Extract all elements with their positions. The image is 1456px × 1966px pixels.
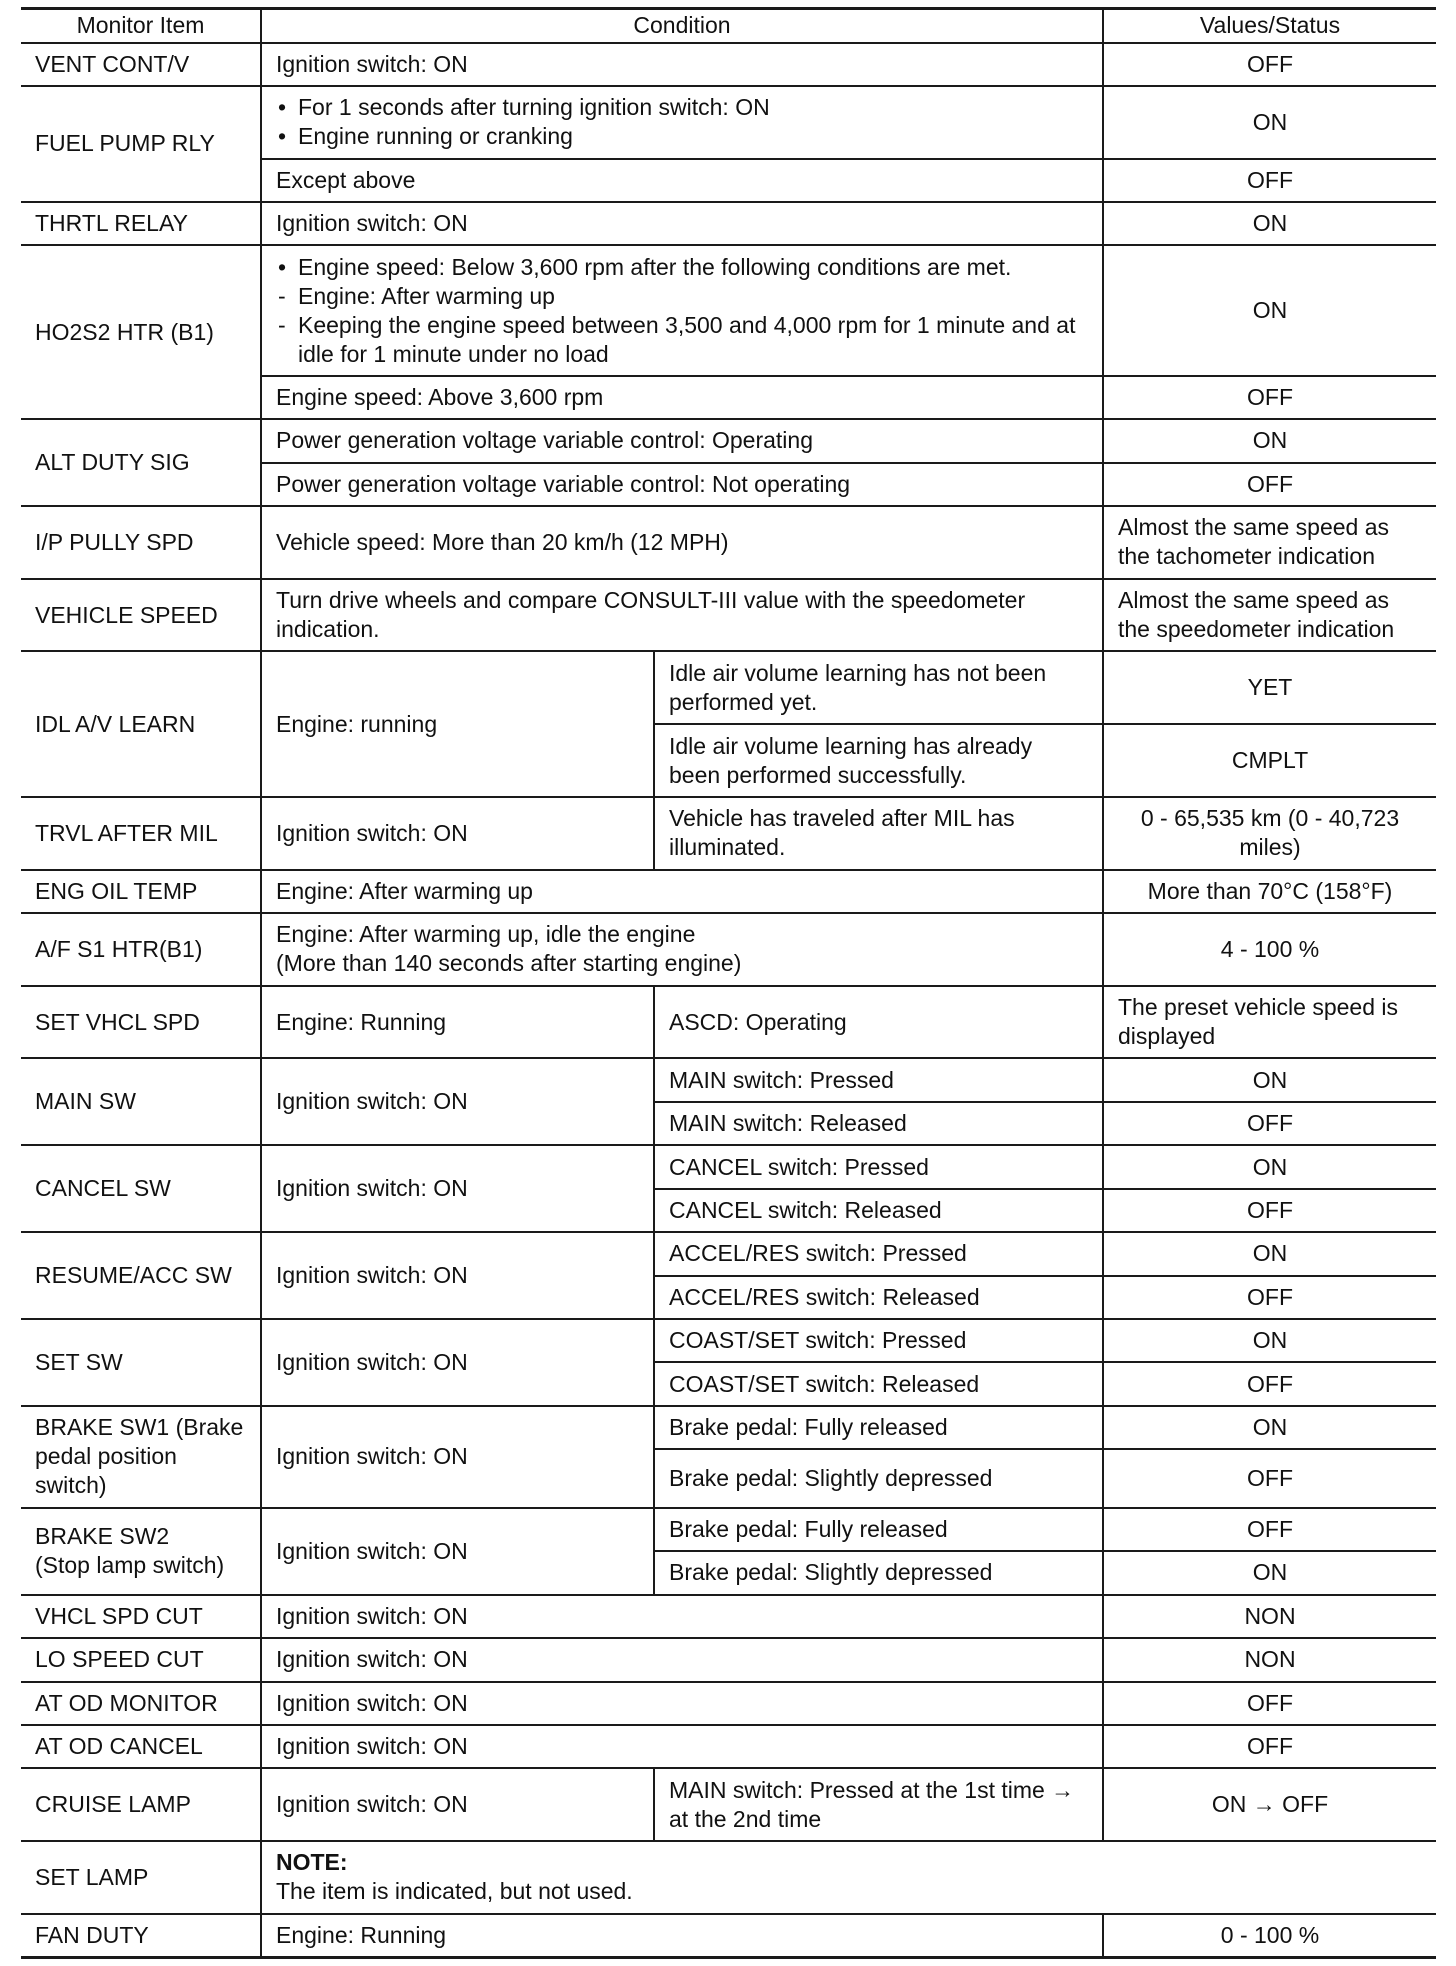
monitor-item-cell: SET SW [21,1319,261,1406]
value-cell: ON [1103,1406,1436,1449]
condition-cell: Engine speed: Above 3,600 rpm [261,376,1103,419]
monitor-item-cell: I/P PULLY SPD [21,506,261,579]
monitor-item-cell: FUEL PUMP RLY [21,86,261,202]
note-label: NOTE: [276,1849,348,1876]
list-item: • For 1 seconds after turning ignition switch: ON [278,94,770,121]
header-row [21,9,1436,43]
sub-condition-cell: Idle air volume learning has not been performed yet. [654,651,1103,724]
value-cell: YET [1103,651,1436,724]
table-row [21,797,1436,870]
table-row [21,1638,1436,1681]
table-row [21,245,1436,375]
monitor-item-cell: CRUISE LAMP [21,1768,261,1841]
sub-condition-cell: MAIN switch: Pressed [654,1058,1103,1101]
value-cell: ON [1103,86,1436,159]
condition-cell: Engine: Running [261,986,654,1059]
sub-condition-cell: Brake pedal: Fully released [654,1406,1103,1449]
condition-bullet-list [276,253,1088,369]
value-cell: 0 - 100 % [1103,1914,1436,1958]
monitor-item-cell: THRTL RELAY [21,202,261,245]
condition-cell: Ignition switch: ON [261,1725,1103,1768]
condition-cell: Ignition switch: ON [261,202,1103,245]
monitor-item-cell: IDL A/V LEARN [21,651,261,796]
condition-cell: Ignition switch: ON [261,43,1103,86]
table-row [21,1682,1436,1725]
sub-condition-cell: CANCEL switch: Pressed [654,1145,1103,1188]
condition-line: Engine: After warming up, idle the engine [276,921,696,948]
condition-cell: Except above [261,159,1103,202]
value-cell: OFF [1103,376,1436,419]
bullet-text: Keeping the engine speed between 3,500 and 4,000 rpm for 1 minute and at idle for 1 minute under no load [298,311,1076,367]
table-row [21,1595,1436,1638]
value-cell: Almost the same speed as the tachometer indication [1103,506,1436,579]
sub-condition-cell: Idle air volume learning has already been performed successfully. [654,724,1103,797]
condition-bullet-list [276,93,1088,151]
table-row [21,579,1436,652]
value-cell: ON [1103,1319,1436,1362]
value-cell: ON → OFF [1103,1768,1436,1841]
sub-condition-cell: ACCEL/RES switch: Pressed [654,1232,1103,1275]
table-row [21,1768,1436,1841]
condition-cell: Ignition switch: ON [261,1638,1103,1681]
table-row [21,1145,1436,1188]
header-values-status: Values/Status [1103,9,1436,43]
value-cell: OFF [1103,1449,1436,1508]
condition-cell [261,913,1103,986]
table-row [21,86,1436,159]
table-row [21,1406,1436,1449]
sub-condition-cell: MAIN switch: Pressed at the 1st time → at the 2nd time [654,1768,1103,1841]
value-cell: ON [1103,202,1436,245]
table-row [21,419,1436,462]
value-cell: ON [1103,419,1436,462]
monitor-item-cell: TRVL AFTER MIL [21,797,261,870]
condition-cell [261,245,1103,375]
condition-cell: Ignition switch: ON [261,1406,654,1508]
note-cell [261,1841,1436,1914]
value-cell: OFF [1103,463,1436,506]
note-text: The item is indicated, but not used. [276,1878,633,1905]
monitor-item-cell: FAN DUTY [21,1914,261,1958]
list-item: • Engine speed: Below 3,600 rpm after the following conditions are met. [278,253,1012,280]
table-row [21,506,1436,579]
condition-cell: Power generation voltage variable control: Operating [261,419,1103,462]
value-cell: OFF [1103,1276,1436,1319]
value-cell: Almost the same speed as the speedometer indication [1103,579,1436,652]
value-cell: OFF [1103,1508,1436,1551]
bullet-text: Engine: After warming up [298,282,555,309]
monitor-item-cell: CANCEL SW [21,1145,261,1232]
condition-cell: Vehicle speed: More than 20 km/h (12 MPH) [261,506,1103,579]
value-cell: 0 - 65,535 km (0 - 40,723 miles) [1103,797,1436,870]
value-cell: NON [1103,1595,1436,1638]
condition-cell: Engine: running [261,651,654,796]
table-row [21,202,1436,245]
list-item: • Engine running or cranking [278,123,573,150]
value-cell: OFF [1103,1189,1436,1232]
condition-cell: Ignition switch: ON [261,797,654,870]
table-row [21,1058,1436,1101]
monitor-item-cell: SET VHCL SPD [21,986,261,1059]
value-cell: OFF [1103,1725,1436,1768]
bullet-text: Engine speed: Below 3,600 rpm after the following conditions are met. [298,253,1012,280]
table-row [21,1508,1436,1551]
table-row [21,913,1436,986]
table-row [21,1725,1436,1768]
header-monitor-item: Monitor Item [21,9,261,43]
monitor-item-cell: A/F S1 HTR(B1) [21,913,261,986]
condition-cell: Ignition switch: ON [261,1232,654,1319]
list-item: - Engine: After warming up [278,282,555,309]
value-cell: The preset vehicle speed is displayed [1103,986,1436,1059]
value-cell: ON [1103,1551,1436,1594]
condition-cell: Ignition switch: ON [261,1682,1103,1725]
sub-condition-cell: COAST/SET switch: Released [654,1362,1103,1405]
condition-cell: Ignition switch: ON [261,1508,654,1595]
sub-condition-cell: Vehicle has traveled after MIL has illuminated. [654,797,1103,870]
monitor-item-cell: RESUME/ACC SW [21,1232,261,1319]
sub-condition-cell: Brake pedal: Fully released [654,1508,1103,1551]
monitor-item-line: BRAKE SW2 [35,1523,170,1550]
value-cell: OFF [1103,1362,1436,1405]
condition-cell: Ignition switch: ON [261,1319,654,1406]
monitor-item-cell: VENT CONT/V [21,43,261,86]
monitor-item-line: (Stop lamp switch) [35,1552,225,1579]
table-row [21,1841,1436,1914]
monitor-item-cell: ENG OIL TEMP [21,870,261,913]
value-cell: More than 70°C (158°F) [1103,870,1436,913]
condition-cell: Ignition switch: ON [261,1058,654,1145]
bullet-text: For 1 seconds after turning ignition switch: ON [298,94,770,121]
header-condition: Condition [261,9,1103,43]
value-cell: 4 - 100 % [1103,913,1436,986]
table-row [21,43,1436,86]
value-cell: OFF [1103,1682,1436,1725]
value-cell: OFF [1103,1102,1436,1145]
table-row [21,651,1436,724]
condition-cell: Engine: After warming up [261,870,1103,913]
value-cell: ON [1103,245,1436,375]
value-cell: OFF [1103,159,1436,202]
monitor-item-cell: ALT DUTY SIG [21,419,261,506]
condition-line: (More than 140 seconds after starting engine) [276,950,742,977]
value-cell: ON [1103,1058,1436,1101]
monitor-item-cell: BRAKE SW1 (Brake pedal position switch) [21,1406,261,1508]
value-cell: OFF [1103,43,1436,86]
condition-cell: Turn drive wheels and compare CONSULT-III value with the speedometer indication. [261,579,1103,652]
sub-condition-cell: MAIN switch: Released [654,1102,1103,1145]
table-row [21,1319,1436,1362]
value-cell: ON [1103,1232,1436,1275]
sub-condition-cell: ACCEL/RES switch: Released [654,1276,1103,1319]
list-item: - Keeping the engine speed between 3,500 and 4,000 rpm for 1 minute and at idle for 1 minute under no load [278,311,1076,367]
condition-cell: Ignition switch: ON [261,1145,654,1232]
monitor-item-cell: SET LAMP [21,1841,261,1914]
condition-cell [261,86,1103,159]
monitor-item-cell: HO2S2 HTR (B1) [21,245,261,419]
bullet-text: Engine running or cranking [298,123,573,150]
sub-condition-cell: CANCEL switch: Released [654,1189,1103,1232]
monitor-item-table [21,7,1436,1959]
monitor-item-cell: AT OD CANCEL [21,1725,261,1768]
sub-condition-cell: Brake pedal: Slightly depressed [654,1551,1103,1594]
monitor-item-cell: VEHICLE SPEED [21,579,261,652]
sub-condition-cell: COAST/SET switch: Pressed [654,1319,1103,1362]
monitor-item-cell: LO SPEED CUT [21,1638,261,1681]
value-cell: CMPLT [1103,724,1436,797]
condition-cell: Power generation voltage variable control: Not operating [261,463,1103,506]
value-cell: ON [1103,1145,1436,1188]
value-cell: NON [1103,1638,1436,1681]
monitor-item-cell: MAIN SW [21,1058,261,1145]
table-row [21,870,1436,913]
condition-cell: Engine: Running [261,1914,1103,1958]
monitor-item-cell: AT OD MONITOR [21,1682,261,1725]
condition-cell: Ignition switch: ON [261,1595,1103,1638]
condition-cell: Ignition switch: ON [261,1768,654,1841]
table-row [21,986,1436,1059]
sub-condition-cell: ASCD: Operating [654,986,1103,1059]
monitor-item-cell [21,1508,261,1595]
sub-condition-cell: Brake pedal: Slightly depressed [654,1449,1103,1508]
table-row [21,1914,1436,1958]
monitor-item-cell: VHCL SPD CUT [21,1595,261,1638]
table-row [21,1232,1436,1275]
